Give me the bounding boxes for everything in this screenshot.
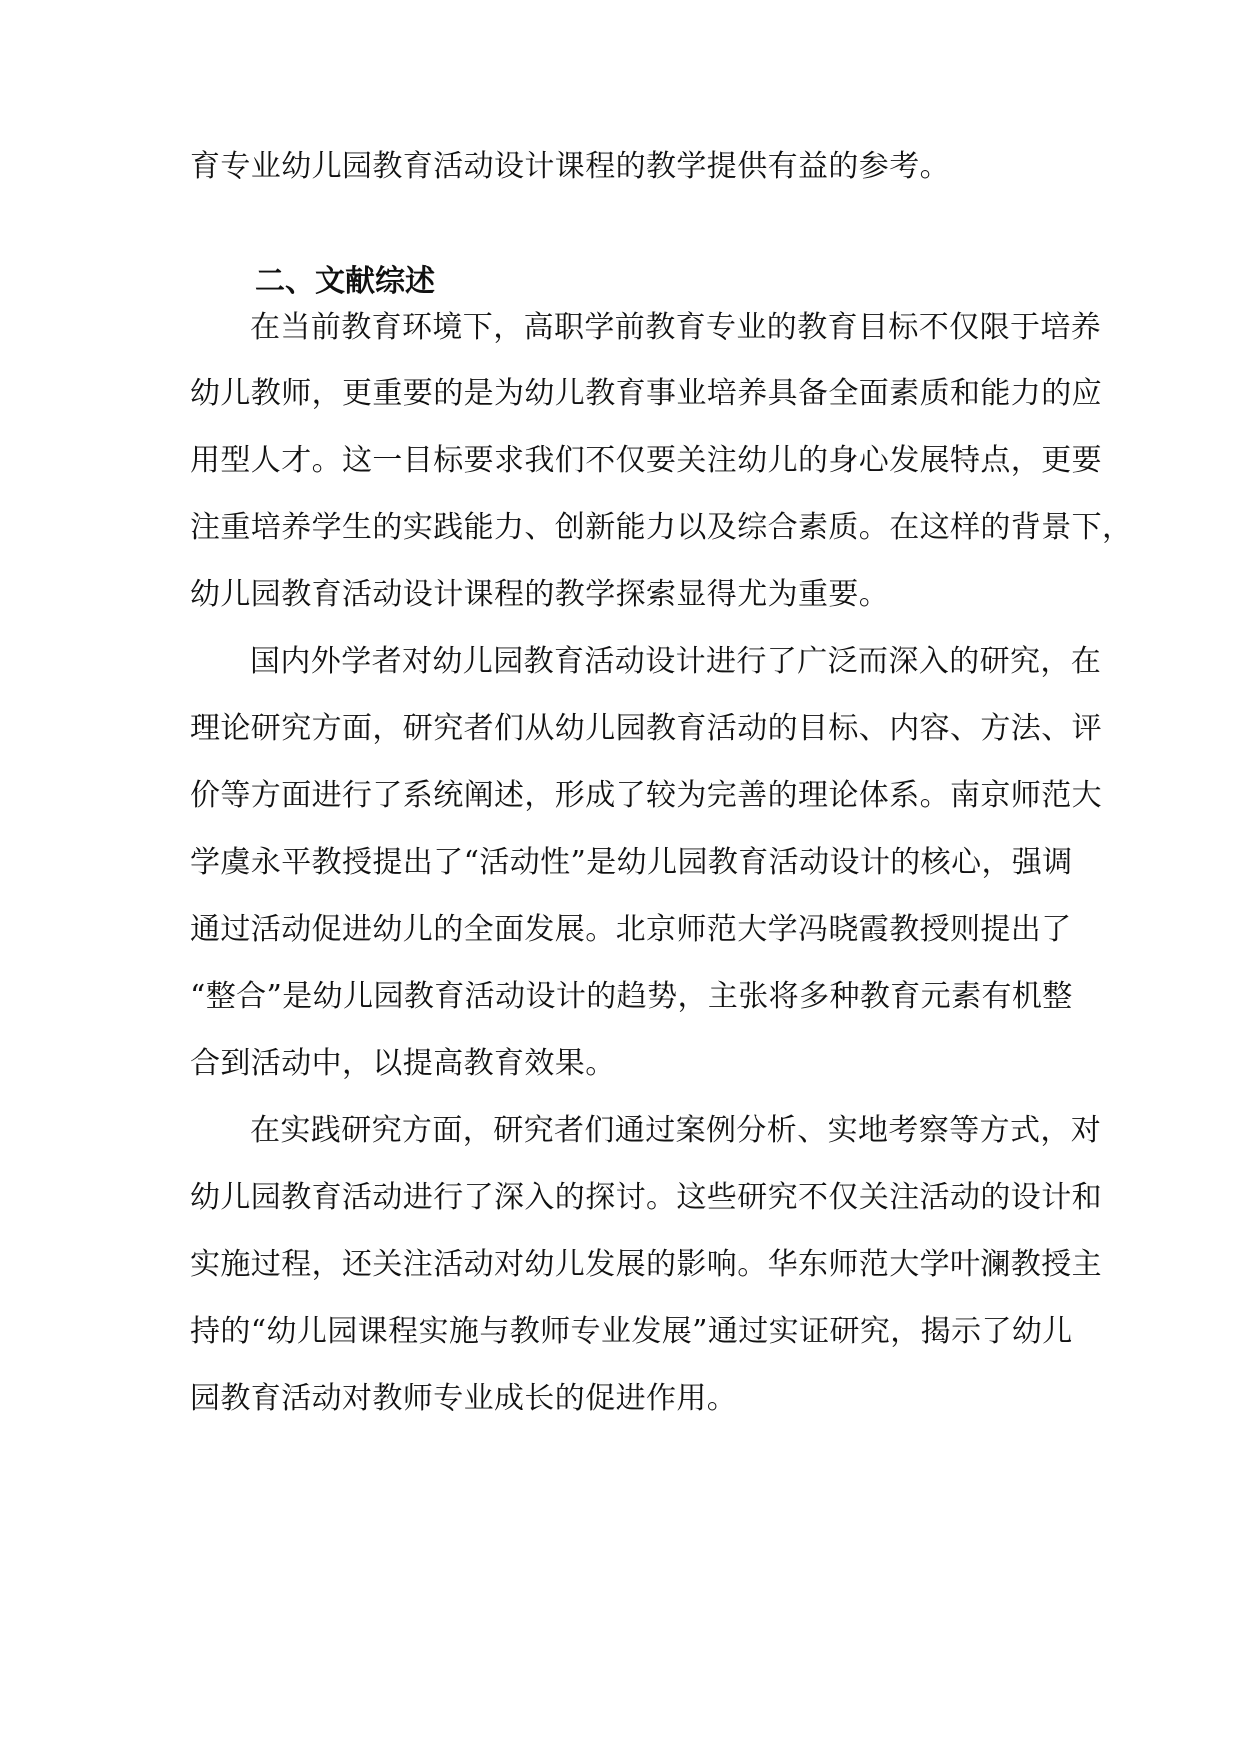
text-line: 价等方面进行了系统阐述，形成了较为完善的理论体系。南京师范大 [190,778,1102,813]
text-line: 实施过程，还关注活动对幼儿发展的影响。华东师范大学叶澜教授主 [190,1247,1102,1282]
text-line: 园教育活动对教师专业成长的促进作用。 [190,1381,738,1416]
text-line: 幼儿园教育活动进行了深入的探讨。这些研究不仅关注活动的设计和 [190,1180,1102,1215]
text-line: 育专业幼儿园教育活动设计课程的教学提供有益的参考。 [190,149,950,184]
text-line: 国内外学者对幼儿园教育活动设计进行了广泛而深入的研究，在 [250,644,1102,679]
text-line: 理论研究方面，研究者们从幼儿园教育活动的目标、内容、方法、评 [190,711,1102,746]
text-line: 幼儿教师，更重要的是为幼儿教育事业培养具备全面素质和能力的应 [190,376,1102,411]
text-line: 学虞永平教授提出了“活动性”是幼儿园教育活动设计的核心，强调 [190,845,1073,880]
text-line: 在实践研究方面，研究者们通过案例分析、实地考察等方式，对 [250,1113,1102,1148]
text-line: 通过活动促进幼儿的全面发展。北京师范大学冯晓霞教授则提出了 [190,912,1072,947]
text-line: “整合”是幼儿园教育活动设计的趋势，主张将多种教育元素有机整 [190,979,1073,1014]
text-line: 合到活动中，以提高教育效果。 [190,1046,616,1081]
text-line: 在当前教育环境下，高职学前教育专业的教育目标不仅限于培养 [250,310,1102,345]
text-line: 持的“幼儿园课程实施与教师专业发展”通过实证研究，揭示了幼儿 [190,1314,1073,1349]
text-line: 幼儿园教育活动设计课程的教学探索显得尤为重要。 [190,577,890,612]
section-heading: 二、文献综述 [255,264,435,299]
document-page [190,0,1133,1754]
text-line: 用型人才。这一目标要求我们不仅要关注幼儿的身心发展特点，更要 [190,443,1102,478]
text-line: 注重培养学生的实践能力、创新能力以及综合素质。在这样的背景下， [190,510,1133,545]
